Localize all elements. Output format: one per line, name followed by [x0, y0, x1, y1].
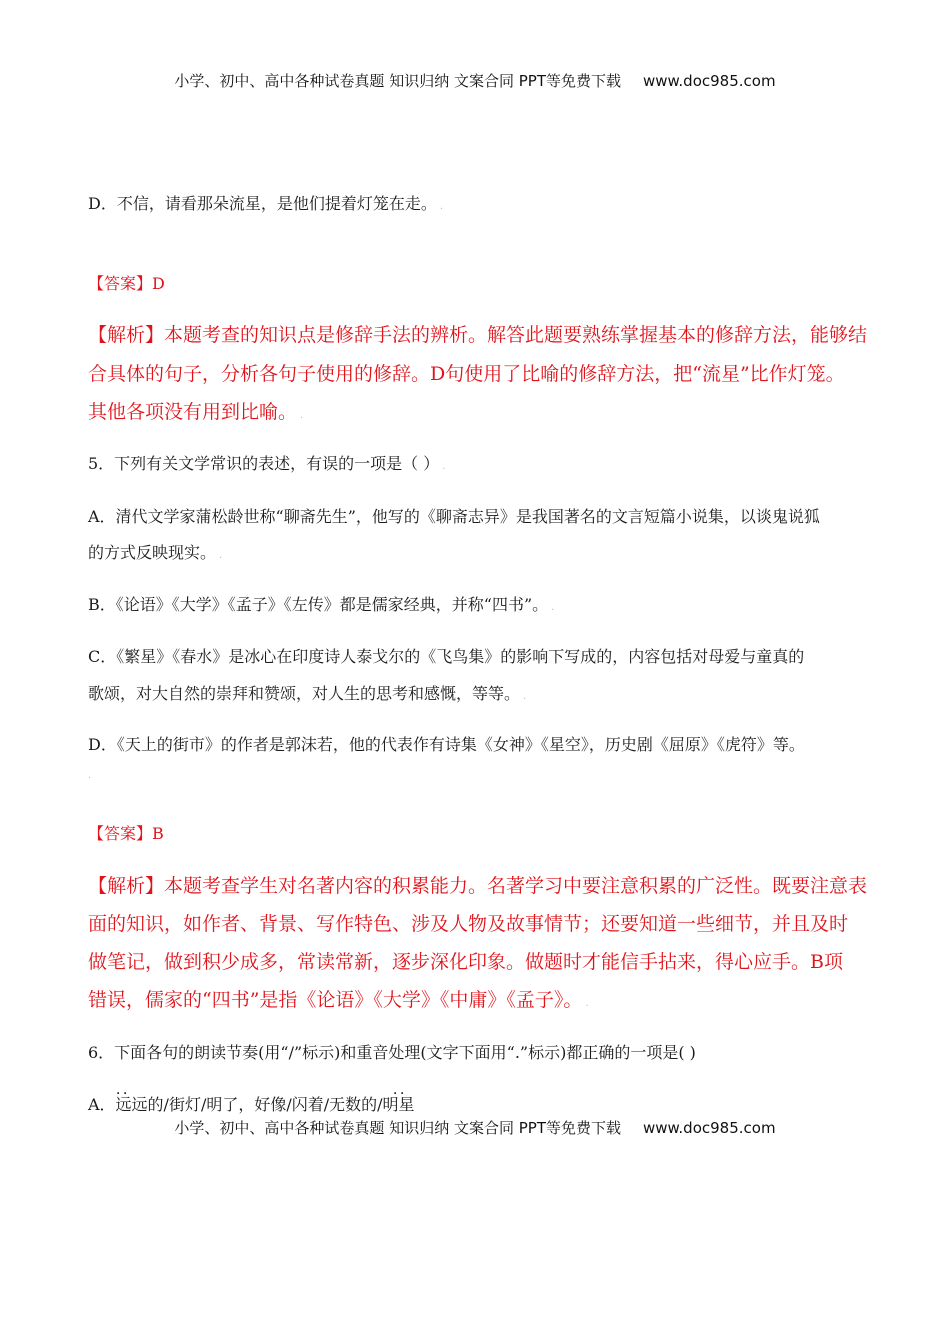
- q4-analysis-line-3: 其他各项没有用到比喻。 .: [88, 401, 304, 423]
- q6-option-a: A．远远的/街灯/明了，好像/闪着/无数的/明星: [88, 1095, 415, 1114]
- q5-analysis-line-3: 做笔记，做到积少成多，常读常新，逐步深化印象。做题时才能信手拈来，得心应手。B项: [88, 951, 843, 973]
- q5-analysis-line-2: 面的知识，如作者、背景、写作特色、涉及人物及故事情节；还要知道一些细节，并且及时: [88, 913, 849, 935]
- footer-text: 小学、初中、高中各种试卷真题 知识归纳 文案合同 PPT等免费下载: [174, 1119, 621, 1137]
- q5-option-a-line-1: A．清代文学家蒲松龄世称“聊斋先生”，他写的《聊斋志异》是我国著名的文言短篇小说集，以谈鬼说狐: [88, 507, 820, 526]
- q4-option-d: D．不信，请看那朵流星，是他们提着灯笼在走。 .: [88, 194, 444, 213]
- q4-analysis-line-2: 合具体的句子，分析各句子使用的修辞。D句使用了比喻的修辞方法，把“流星”比作灯笼。: [88, 363, 845, 385]
- q5-option-c-line-1: C．《繁星》《春水》是冰心在印度诗人泰戈尔的《飞鸟集》的影响下写成的，内容包括对母爱与童真的: [88, 647, 805, 666]
- footer-url[interactable]: www.doc985.com: [642, 1119, 776, 1137]
- q4-analysis-line-3-text: 其他各项没有用到比喻。: [88, 401, 298, 423]
- q5-paragraph-mark: .: [88, 770, 92, 781]
- q5-option-d: D．《天上的街市》的作者是郭沫若，他的代表作有诗集《女神》《星空》，历史剧《屈原》《虎符》等。: [88, 735, 805, 754]
- q4-answer-text: 【答案】D: [88, 274, 165, 293]
- q6-stress-dots-2: ．．: [393, 1082, 414, 1098]
- q6-question: 6．下面各句的朗读节奏(用“/”标示)和重音处理(文字下面用“.”标示)都正确的一项是( ): [88, 1043, 696, 1062]
- q5-question-text: 5．下列有关文学常识的表述，有误的一项是（ ）: [88, 454, 440, 473]
- q5-option-c-line-2-text: 歌颂，对大自然的崇拜和赞颂，对人生的思考和感慨，等等。: [88, 684, 521, 703]
- page-header: [0, 70, 950, 91]
- q5-option-a-line-2: 的方式反映现实。 .: [88, 543, 223, 562]
- q5-analysis-line-4: 错误，儒家的“四书”是指《论语》《大学》《中庸》《孟子》。 .: [88, 989, 589, 1011]
- q4-analysis-line-1: 【解析】本题考查的知识点是修辞手法的辨析。解答此题要熟练掌握基本的修辞方法，能够结: [88, 324, 868, 346]
- header-url[interactable]: www.doc985.com: [642, 72, 776, 90]
- q5-option-b: B．《论语》《大学》《孟子》《左传》都是儒家经典，并称“四书”。 .: [88, 595, 555, 614]
- q5-analysis-line-4-text: 错误，儒家的“四书”是指《论语》《大学》《中庸》《孟子》。: [88, 989, 583, 1011]
- q5-answer: [88, 823, 878, 845]
- q4-answer: [88, 273, 878, 295]
- q5-answer-text: 【答案】B: [88, 824, 164, 843]
- header-text: 小学、初中、高中各种试卷真题 知识归纳 文案合同 PPT等免费下载: [174, 72, 621, 90]
- page-footer: [0, 1117, 950, 1138]
- q5-option-c-line-2: 歌颂，对大自然的崇拜和赞颂，对人生的思考和感慨，等等。 .: [88, 684, 527, 703]
- q5-analysis-line-1: 【解析】本题考查学生对名著内容的积累能力。名著学习中要注意积累的广泛性。既要注意表: [88, 875, 868, 897]
- q5-question: 5．下列有关文学常识的表述，有误的一项是（ ） .: [88, 454, 446, 473]
- q4-option-d-text: D．不信，请看那朵流星，是他们提着灯笼在走。: [88, 194, 437, 213]
- q5-option-b-text: B．《论语》《大学》《孟子》《左传》都是儒家经典，并称“四书”。: [88, 595, 549, 614]
- q5-option-a-line-2-text: 的方式反映现实。: [88, 543, 217, 562]
- q6-stress-dots-1: ．．: [116, 1082, 137, 1098]
